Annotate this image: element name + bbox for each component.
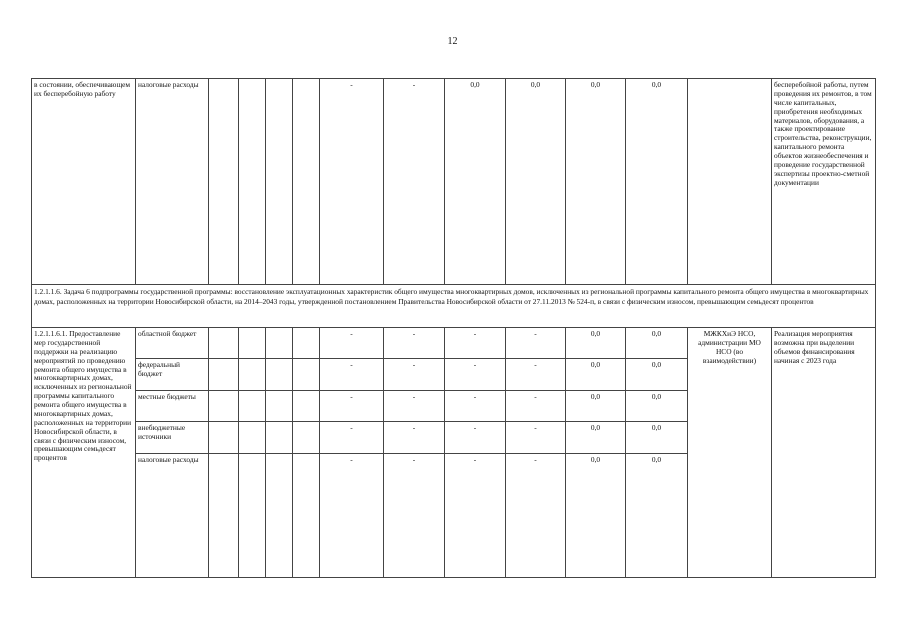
value-cell: -	[506, 391, 566, 422]
empty-cell	[209, 391, 239, 422]
value-cell: -	[320, 328, 384, 359]
value-cell: -	[384, 359, 445, 391]
funding-source: внебюджетные источники	[136, 422, 209, 454]
empty-cell	[239, 422, 266, 454]
empty-cell	[266, 422, 293, 454]
empty-cell	[239, 359, 266, 391]
table-row	[32, 285, 876, 328]
value-cell: 0,0	[626, 359, 688, 391]
value-cell: -	[506, 454, 566, 578]
measure-description: 1.2.1.1.6.1. Предоставление мер государственной поддержки на реализацию мероприятий по проведению ремонта общего имущества в многоквартирных домах, исключенных из региональной программы капитального ремонта общего имущества в многоквартирных домах, расположенных на территории Новосибирской области, в связи с физическим износом, превышающим семьдесят процентов	[32, 328, 136, 578]
empty-cell	[239, 328, 266, 359]
value-cell: -	[320, 454, 384, 578]
expected-result: бесперебойной работы, путем проведения их ремонтов, в том числе капитальных, приобретения необходимых материалов, оборудования, а также проектирование строительства, реконструкции, капитального ремонта объектов жизнеобеспечения и проведение государственной экспертизы проектно-сметной документации	[772, 79, 876, 285]
empty-cell	[239, 391, 266, 422]
empty-cell	[293, 391, 320, 422]
value-cell: 0,0	[566, 391, 626, 422]
empty-cell	[239, 79, 266, 285]
table-row	[32, 328, 876, 359]
program-table	[31, 78, 876, 578]
value-cell: -	[320, 422, 384, 454]
value-cell: 0,0	[626, 454, 688, 578]
value-cell: -	[384, 454, 445, 578]
value-cell: 0,0	[566, 359, 626, 391]
value-cell: -	[506, 328, 566, 359]
empty-cell	[293, 359, 320, 391]
value-cell: 0,0	[566, 79, 626, 285]
value-cell: -	[384, 328, 445, 359]
expected-result: Реализация мероприятия возможна при выделении объемов финансирования начиная с 2023 года	[772, 328, 876, 578]
funding-source: налоговые расходы	[136, 454, 209, 578]
empty-cell	[688, 79, 772, 285]
empty-cell	[293, 328, 320, 359]
empty-cell	[266, 328, 293, 359]
value-cell: -	[506, 359, 566, 391]
empty-cell	[209, 422, 239, 454]
value-cell: -	[384, 391, 445, 422]
funding-source: областной бюджет	[136, 328, 209, 359]
value-cell: -	[445, 454, 506, 578]
empty-cell	[293, 454, 320, 578]
funding-source: налоговые расходы	[136, 79, 209, 285]
value-cell: -	[445, 359, 506, 391]
value-cell: 0,0	[626, 328, 688, 359]
empty-cell	[266, 359, 293, 391]
value-cell: 0,0	[626, 79, 688, 285]
value-cell: -	[320, 359, 384, 391]
value-cell: 0,0	[506, 79, 566, 285]
value-cell: -	[320, 79, 384, 285]
value-cell: -	[384, 422, 445, 454]
value-cell: 0,0	[445, 79, 506, 285]
table-row	[32, 79, 876, 285]
value-cell: -	[445, 422, 506, 454]
value-cell: -	[384, 79, 445, 285]
empty-cell	[209, 359, 239, 391]
funding-source: федеральный бюджет	[136, 359, 209, 391]
empty-cell	[239, 454, 266, 578]
value-cell: -	[445, 391, 506, 422]
value-cell: 0,0	[566, 422, 626, 454]
empty-cell	[209, 454, 239, 578]
value-cell: 0,0	[566, 454, 626, 578]
page-number: 12	[447, 36, 458, 47]
value-cell: -	[445, 328, 506, 359]
executor: МЖКХиЭ НСО, администрации МО НСО (во взаимодействии)	[688, 328, 772, 578]
value-cell: 0,0	[566, 328, 626, 359]
empty-cell	[266, 454, 293, 578]
value-cell: -	[320, 391, 384, 422]
empty-cell	[266, 391, 293, 422]
value-cell: 0,0	[626, 422, 688, 454]
measure-description: в состоянии, обеспечивающем их бесперебойную работу	[32, 79, 136, 285]
empty-cell	[293, 79, 320, 285]
empty-cell	[209, 328, 239, 359]
empty-cell	[293, 422, 320, 454]
empty-cell	[209, 79, 239, 285]
value-cell: -	[506, 422, 566, 454]
funding-source: местные бюджеты	[136, 391, 209, 422]
empty-cell	[266, 79, 293, 285]
value-cell: 0,0	[626, 391, 688, 422]
task-banner: 1.2.1.1.6. Задача 6 подпрограммы государственной программы: восстановление эксплуатационных характеристик общего имущества многоквартирных домов, исключенных из региональной программы капитального ремонта общего имущества в многоквартирных домах, расположенных на территории Новосибирской области, на 2014–2043 годы, утвержденной постановлением Правительства Новосибирской области от 27.11.2013 № 524-п, в связи с физическим износом, превышающим семьдесят процентов	[32, 285, 876, 328]
